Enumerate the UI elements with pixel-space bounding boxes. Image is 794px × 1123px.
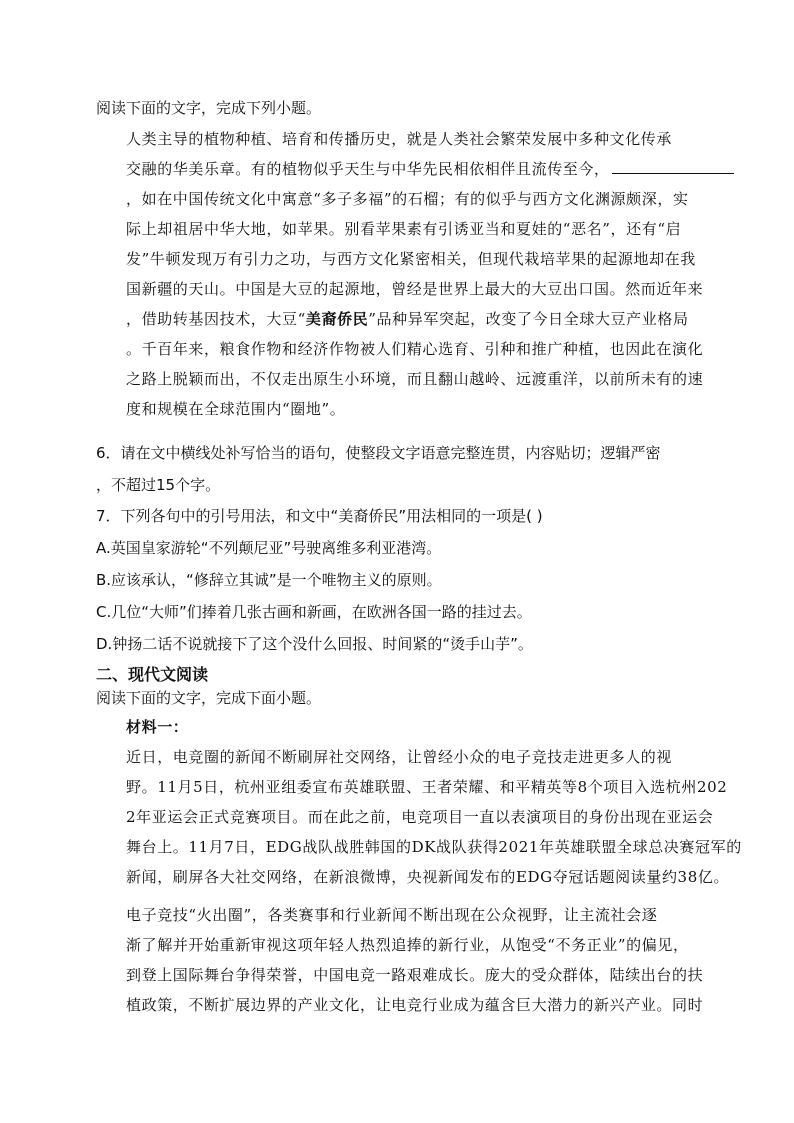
material-label: 材料一： [126,718,189,736]
passage-line-text: ”品种异军突起，改变了今日全球大豆产业格局 [368,310,689,328]
material-line: 植政策，不断扩展边界的产业文化，让电竞行业成为蕴含巨大潜力的新兴产业。同时 [126,996,704,1014]
option-c: C.几位“大师”们捧着几张古画和新画，在欧洲各国一路的挂过去。 [96,603,532,621]
passage-line: 人类主导的植物种植、培育和传播历史，就是人类社会繁荣发展中多种文化传承 [126,130,673,148]
material-line: 电子竞技“火出圈”，各类赛事和行业新闻不断出现在公众视野，让主流社会逐 [126,906,658,924]
option-a: A.英国皇家游轮“不列颠尼亚”号驶离维多利亚港湾。 [96,539,442,557]
question-6-line: ，不超过15个字。 [96,476,221,494]
passage-line: 之路上脱颖而出，不仅走出原生小环境，而且翻山越岭、远渡重洋，以前所未有的速 [126,370,704,388]
material-paragraph [96,742,742,892]
passage-line: 发”牛顿发现万有引力之功，与西方文化紧密相关，但现代栽培苹果的起源地却在我 [126,250,696,268]
material-line: 野。11月5日，杭州亚组委宣布英雄联盟、王者荣耀、和平精英等8个项目入选杭州202 [126,778,728,796]
passage-line: 。千百年来，粮食作物和经济作物被人们精心选育、引种和推广种植，也因此在演化 [126,340,704,358]
option-d: D.钟扬二话不说就接下了这个没什么回报、时间紧的“烫手山芋”。 [96,635,533,653]
section-2-header [96,664,698,710]
reading-intro-1 [96,92,698,124]
question-6-line: 6．请在文中横线处补写恰当的语句，使整段文字语意完整连贯，内容贴切；逻辑严密 [96,444,661,462]
material-line: 渐了解并开始重新审视这项年轻人热烈追捧的新行业，从饱受“不务正业”的偏见， [126,936,689,954]
material-line: 舞台上。11月7日，EDG战队战胜韩国的DK战队获得2021年英雄联盟全球总决赛冠军的 [126,838,742,856]
reading-instruction: 阅读下面的文字，完成下列小题。 [96,99,322,117]
passage-1 [96,124,704,424]
question-6-text [96,437,698,501]
passage-line: ，如在中国传统文化中寓意“多子多福”的石榴；有的似乎与西方文化渊源颇深，实 [126,190,689,208]
passage-line-with-bold [96,304,698,334]
passage-line-with-blank [96,154,698,184]
answer-blank [612,155,734,174]
passage-1-paragraph [96,124,704,424]
section-title: 二、现代文阅读 [96,665,209,684]
passage-line: 度和规模在全球范围内“圈地”。 [126,400,346,418]
material-paragraph [96,900,704,1020]
material-line: 到登上国际舞台争得荣誉，中国电竞一路艰难成长。庞大的受众群体，陆续出台的扶 [126,966,704,984]
material-1-paragraph-1 [96,742,742,892]
material-1-paragraph-2 [96,900,704,1020]
question-6 [96,437,698,501]
material-1-label-block [96,712,698,742]
passage-line-text: ，借助转基因技术，大豆“ [126,310,306,328]
question-7 [96,500,698,660]
passage-line: 际上却祖居中华大地，如苹果。别看苹果素有引诱亚当和夏娃的“恶名”，还有“启 [126,220,682,238]
option-b: B.应该承认，“修辞立其诚”是一个唯物主义的原则。 [96,571,442,589]
question-7-stem: 7．下列各句中的引号用法，和文中“美裔侨民”用法相同的一项是( ) [96,507,543,525]
passage-line-text: 交融的华美乐章。有的植物似乎天生与中华先民相依相伴且流传至今， [126,160,610,178]
passage-line: 国新疆的天山。中国是大豆的起源地，曾经是世界上最大的大豆出口国。然而近年来 [126,280,704,298]
bold-term: 美裔侨民 [305,310,369,328]
material-line: 新闻，刷屏各大社交网络，在新浪微博，央视新闻发布的EDG夺冠话题阅读量约38亿。 [126,868,730,886]
section-2-instruction: 阅读下面的文字，完成下面小题。 [96,689,322,707]
material-line: 2年亚运会正式竞赛项目。而在此之前，电竞项目一直以表演项目的身份出现在亚运会 [126,808,714,826]
material-line: 近日，电竞圈的新闻不断刷屏社交网络，让曾经小众的电子竞技走进更多人的视 [126,748,673,766]
